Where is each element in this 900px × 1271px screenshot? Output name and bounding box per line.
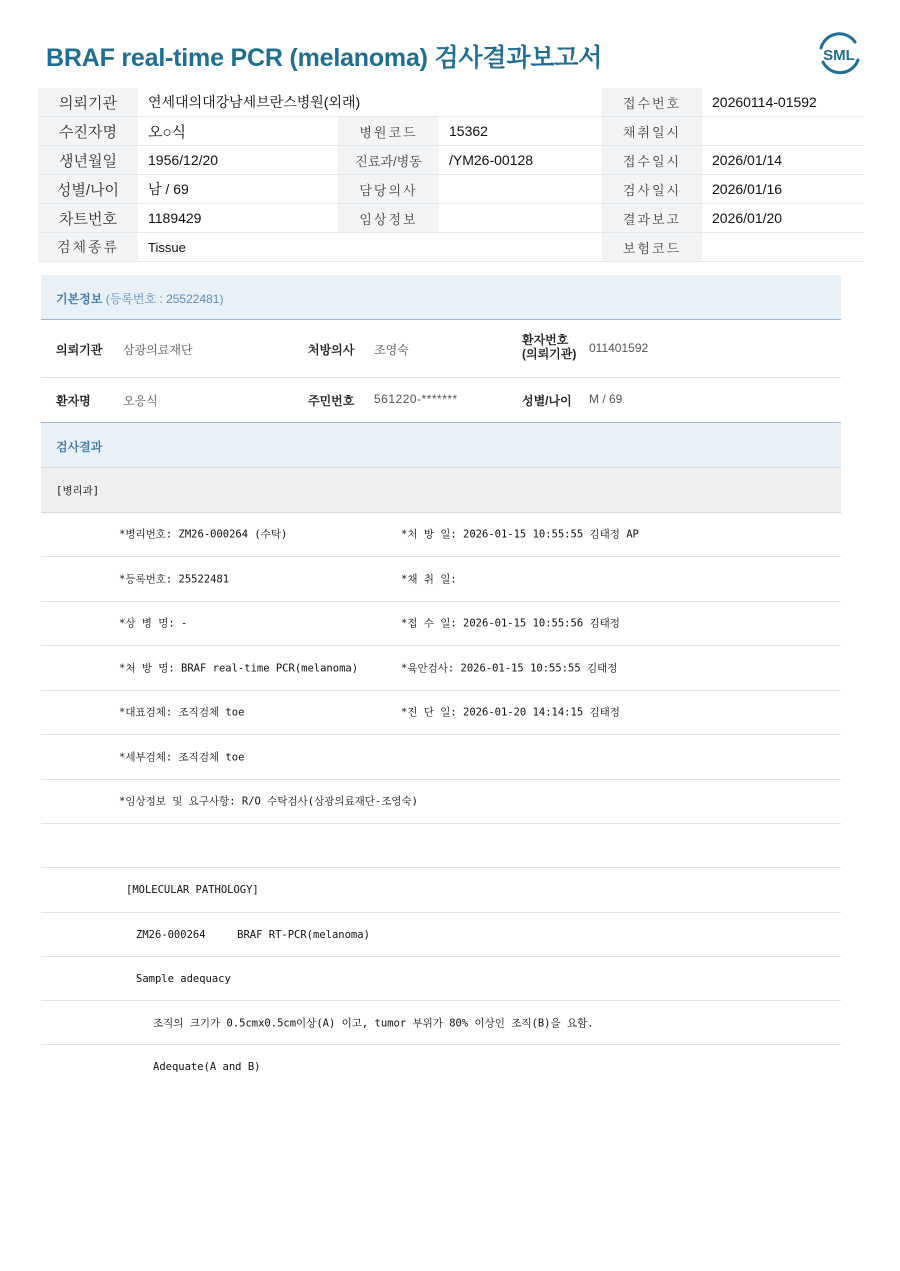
- result-title: 검사결과: [56, 440, 103, 454]
- receipt-date: *접 수 일: 2026-01-15 10:55:56 김태정: [401, 617, 620, 630]
- report-title: BRAF real-time PCR (melanoma) 검사결과보고서: [46, 44, 603, 72]
- result-row: [41, 1001, 841, 1045]
- representative-specimen: *대표검체: 조직검체 toe: [119, 706, 245, 719]
- result-row: [41, 512, 841, 557]
- value-receipt-date: 2026/01/14: [702, 146, 864, 175]
- value-collection-date: [702, 117, 864, 146]
- header-row: [38, 204, 864, 233]
- label-insurance-code: 보험코드: [602, 233, 702, 262]
- sample-adequacy-heading: Sample adequacy: [136, 972, 231, 985]
- header-row: [38, 175, 864, 204]
- result-row: [41, 601, 841, 646]
- label-birthdate: 생년월일: [38, 146, 138, 175]
- basic-value-rrn: 561220-*******: [374, 392, 458, 406]
- label-specimen-type: 검체종류: [38, 233, 138, 262]
- basic-label-institution: 의뢰기관: [56, 343, 103, 357]
- value-department: /YM26-00128: [439, 146, 602, 175]
- registration-no: *등록번호: 25522481: [119, 573, 230, 586]
- label-hospital-code: 병원코드: [338, 117, 439, 146]
- label-receipt-no: 접수번호: [602, 88, 702, 117]
- basic-value-sex-age: M / 69: [589, 392, 623, 406]
- value-specimen-type: Tissue: [138, 233, 602, 262]
- result-row: [41, 957, 841, 1001]
- sml-logo: [815, 30, 863, 76]
- value-institution: 연세대의대강남세브란스병원(외래): [138, 88, 602, 117]
- header-row: [38, 88, 864, 117]
- value-chart-no: 1189429: [138, 204, 338, 233]
- value-insurance-code: [702, 233, 864, 262]
- label-physician: 담당의사: [338, 175, 439, 204]
- basic-label-rrn: 주민번호: [308, 394, 355, 408]
- result-header: [41, 423, 841, 468]
- value-hospital-code: 15362: [439, 117, 602, 146]
- basic-label-patient-name: 환자명: [56, 394, 91, 408]
- basic-label-doctor: 처방의사: [308, 343, 355, 357]
- label-clinical-info: 임상정보: [338, 204, 439, 233]
- label-chart-no: 차트번호: [38, 204, 138, 233]
- diagnosis-date: *진 단 일: 2026-01-20 14:14:15 김태정: [401, 706, 620, 719]
- value-receipt-no: 20260114-01592: [702, 88, 864, 117]
- result-row: [41, 868, 841, 913]
- header-row: [38, 117, 864, 146]
- value-test-date: 2026/01/16: [702, 175, 864, 204]
- label-patient-name: 수진자명: [38, 117, 138, 146]
- result-row: [41, 1045, 841, 1089]
- basic-value-institution: 삼광의료재단: [123, 343, 193, 357]
- basic-info-title: 기본정보 (등록번호 : 25522481): [56, 292, 224, 306]
- sml-logo-text: SML: [823, 47, 855, 64]
- department-label: [병리과]: [56, 485, 100, 497]
- value-patient-name: 오○식: [138, 117, 338, 146]
- result-row: [41, 779, 841, 824]
- value-physician: [439, 175, 602, 204]
- basic-value-doctor: 조영숙: [374, 343, 409, 357]
- pathology-number: *병리번호: ZM26-000264 (수탁): [119, 528, 288, 541]
- disease-name: *상 병 명: -: [119, 617, 188, 630]
- result-row: [41, 735, 841, 780]
- basic-label-sex-age: 성별/나이: [522, 394, 572, 408]
- prescription-date: *처 방 일: 2026-01-15 10:55:55 김태정 AP: [401, 528, 639, 541]
- header-row: [38, 233, 864, 262]
- value-report-date: 2026/01/20: [702, 204, 864, 233]
- case-test-name: ZM26-000264 BRAF RT-PCR(melanoma): [136, 928, 370, 941]
- result-row: [41, 646, 841, 691]
- department-bar: [41, 468, 841, 513]
- value-birthdate: 1956/12/20: [138, 146, 338, 175]
- value-sex-age: 남 / 69: [138, 175, 338, 204]
- result-row-empty: [41, 824, 841, 868]
- registration-number: (등록번호 : 25522481): [105, 292, 224, 306]
- basic-info-row: 의뢰기관 삼광의료재단 처방의사 조영숙 환자번호 (의뢰기관) 011401592: [41, 320, 841, 378]
- basic-value-patient-name: 오응식: [123, 394, 158, 408]
- label-collection-date: 채취일시: [602, 117, 702, 146]
- clinical-request: *임상정보 및 요구사항: R/O 수탁검사(삼광의료재단-조영숙): [119, 795, 419, 808]
- basic-info-row: [41, 378, 841, 423]
- adequacy-result: Adequate(A and B): [153, 1061, 261, 1073]
- adequacy-criteria: 조직의 크기가 0.5cmx0.5cm이상(A) 이고, tumor 부위가 80% 이상인 조직(B)을 요함.: [153, 1017, 594, 1029]
- label-department: 진료과/병동: [338, 146, 439, 175]
- sub-specimen: *세부검체: 조직검체 toe: [119, 751, 245, 764]
- collection-date: *채 취 일:: [401, 573, 457, 586]
- basic-value-patient-no: 011401592: [589, 341, 649, 355]
- patient-header-table: [38, 88, 864, 262]
- label-sex-age: 성별/나이: [38, 175, 138, 204]
- header-row: [38, 146, 864, 175]
- result-row: [41, 557, 841, 602]
- value-clinical-info: [439, 204, 602, 233]
- result-row: [41, 690, 841, 735]
- label-test-date: 검사일시: [602, 175, 702, 204]
- basic-info-header: [41, 275, 841, 320]
- gross-exam-date: *육안검사: 2026-01-15 10:55:55 김태정: [401, 662, 618, 675]
- label-receipt-date: 접수일시: [602, 146, 702, 175]
- prescription-name: *처 방 명: BRAF real-time PCR(melanoma): [119, 662, 359, 675]
- label-report-date: 결과보고: [602, 204, 702, 233]
- label-institution: 의뢰기관: [38, 88, 138, 117]
- molecular-pathology-heading: [MOLECULAR PATHOLOGY]: [126, 884, 259, 896]
- result-row: [41, 913, 841, 957]
